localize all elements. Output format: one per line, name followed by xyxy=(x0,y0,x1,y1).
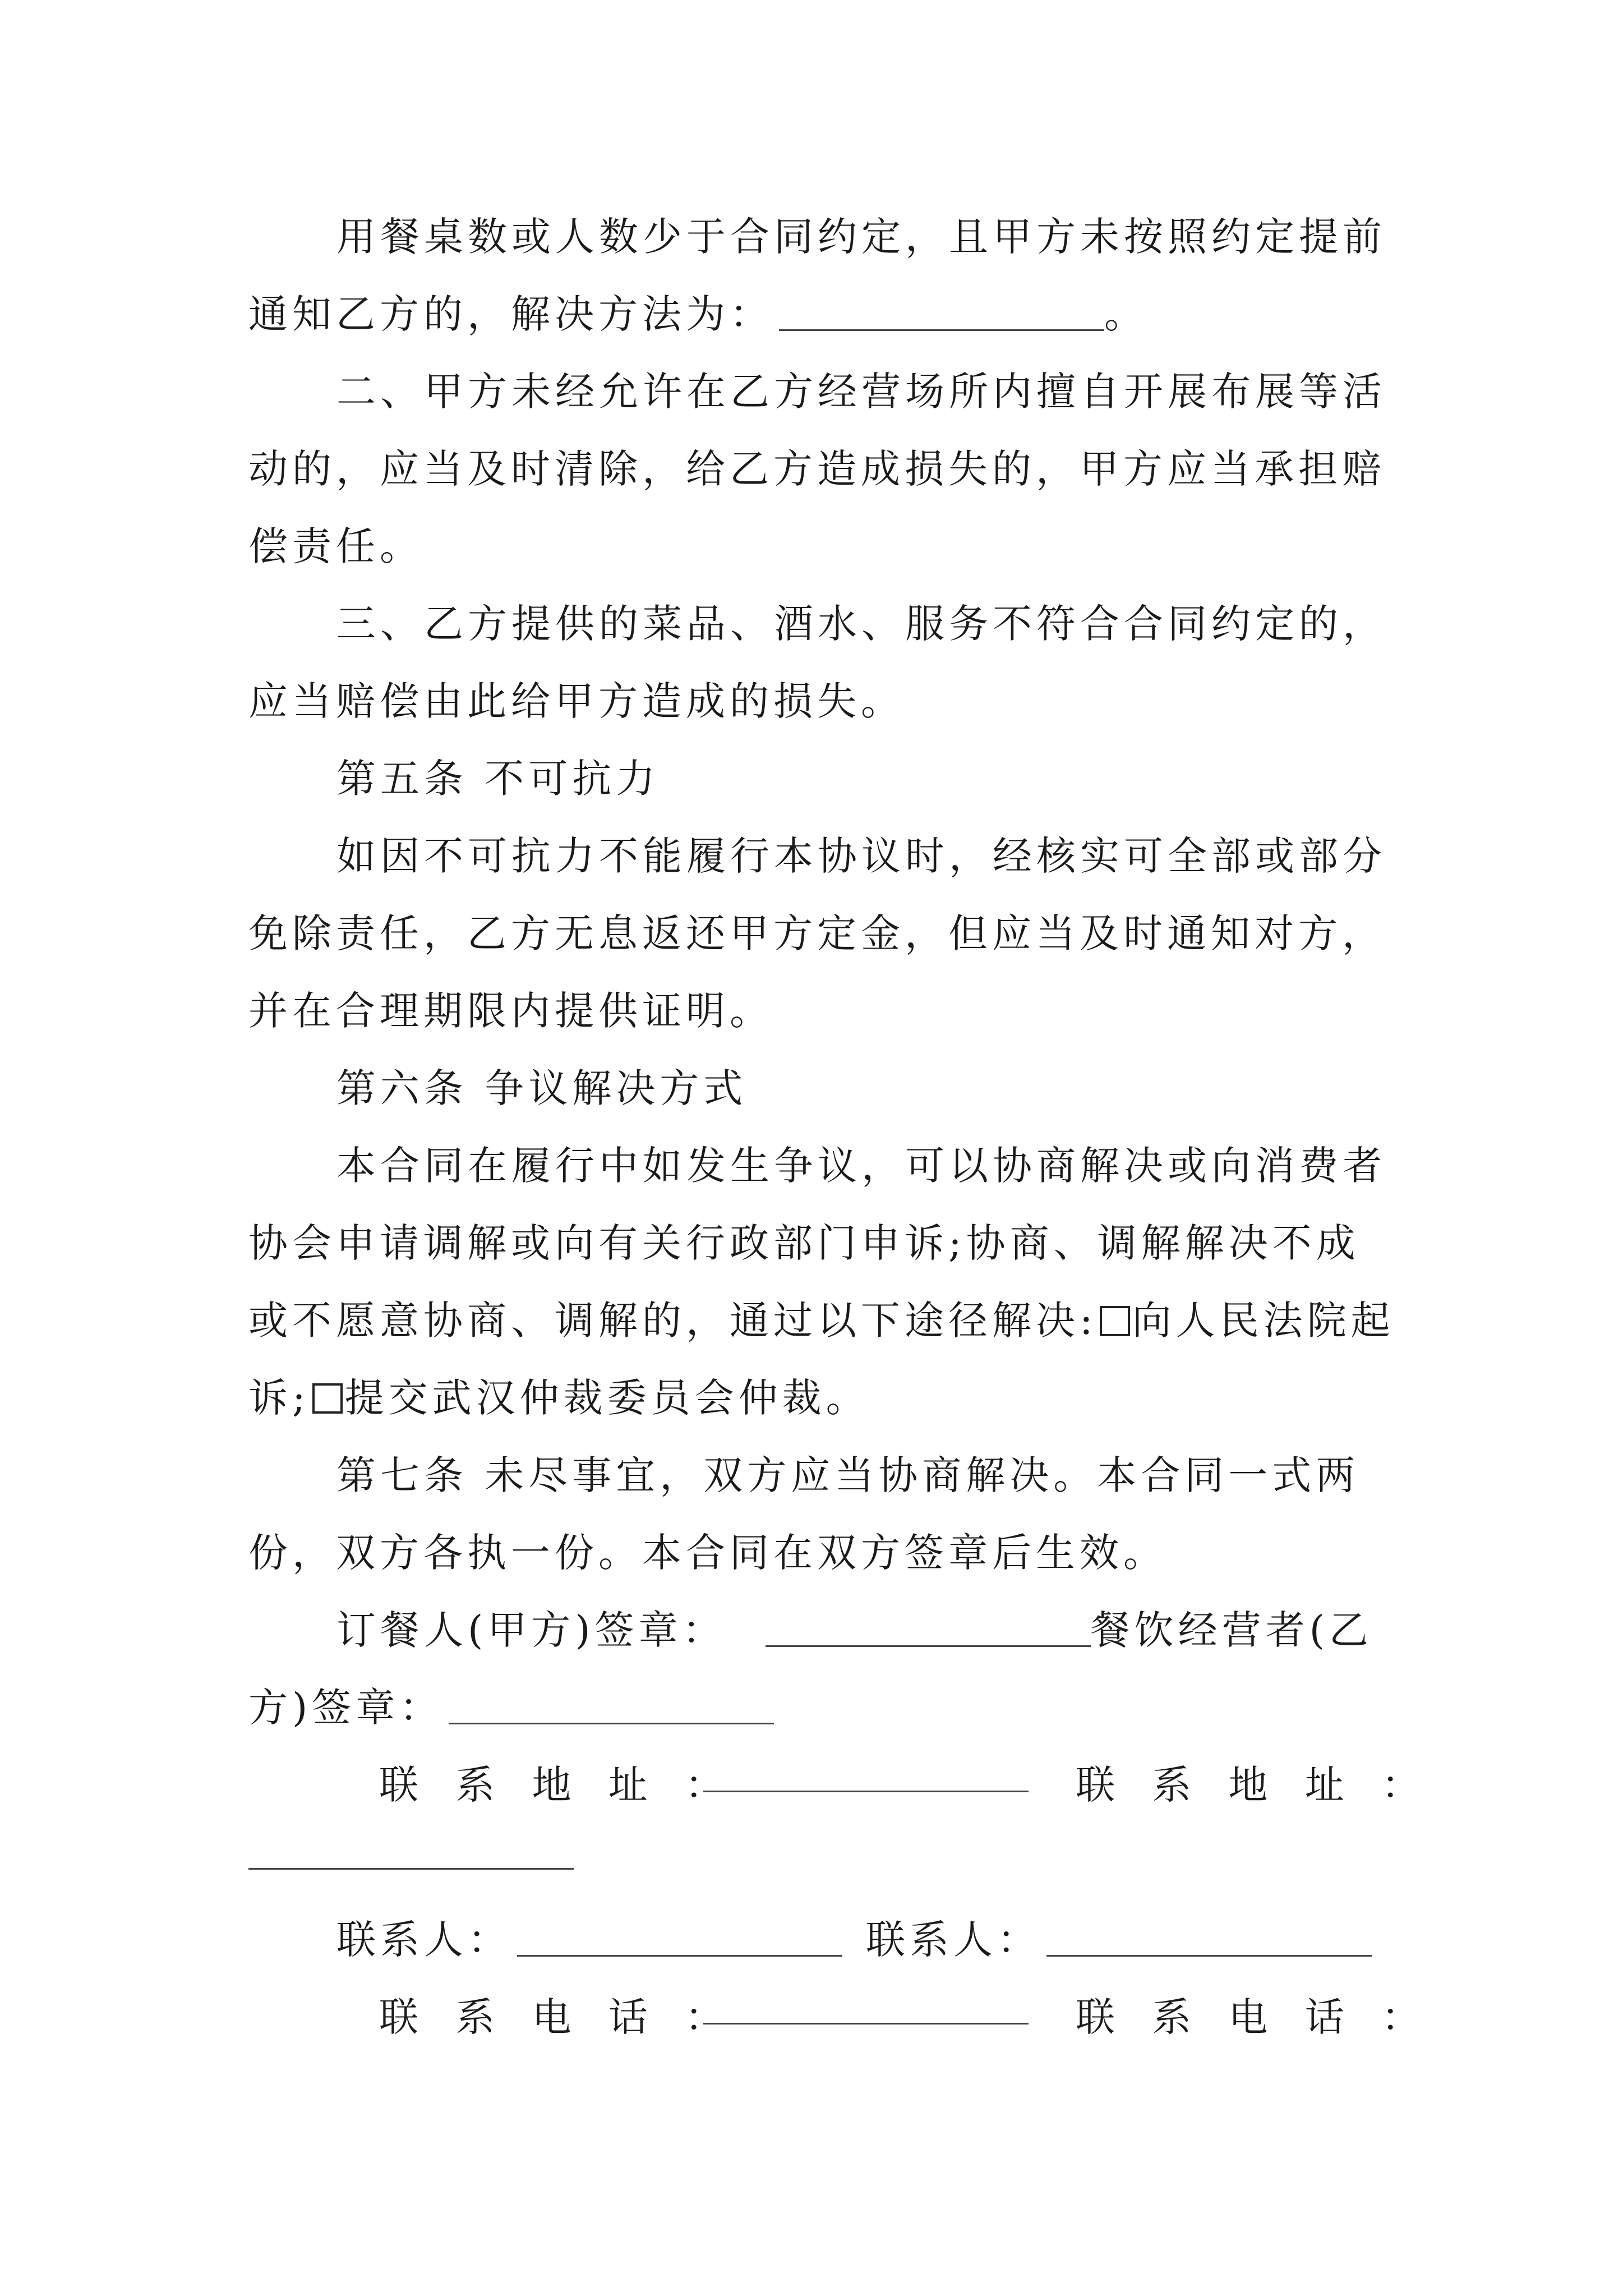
text-line: 如因不可抗力不能履行本协议时，经核实可全部或部分 xyxy=(336,833,1386,879)
text-line: 应当赔偿由此给甲方造成的损失。 xyxy=(248,678,905,724)
contact-line xyxy=(336,1912,1372,1968)
text-segment: 联系人： xyxy=(336,1917,511,1963)
fill-in-blank[interactable] xyxy=(248,1868,574,1870)
text-segment: 方)签章： xyxy=(248,1685,444,1731)
text-line: 免除责任，乙方无息返还甲方定金，但应当及时通知对方， xyxy=(248,910,1386,956)
text-line: 二、甲方未经允许在乙方经营场所内擅自开展布展等活 xyxy=(336,369,1386,415)
text-segment: 联系人： xyxy=(866,1917,1041,1963)
text-segment: 餐饮经营者(乙 xyxy=(1090,1607,1373,1653)
text-line: 第七条 未尽事宜，双方应当协商解决。本合同一式两 xyxy=(336,1452,1360,1498)
text-line: 并在合理期限内提供证明。 xyxy=(248,988,773,1034)
text-line: 动的，应当及时清除，给乙方造成损失的，甲方应当承担赔 xyxy=(248,446,1386,492)
text-line xyxy=(248,286,1148,342)
section-heading: 第五条 不可抗力 xyxy=(336,756,660,802)
fill-in-blank[interactable] xyxy=(449,1688,774,1724)
text-line: 用餐桌数或人数少于合同约定，且甲方未按照约定提前 xyxy=(336,214,1386,260)
text-segment: 。 xyxy=(1104,291,1148,337)
text-line: 三、乙方提供的菜品、酒水、服务不符合合同约定的， xyxy=(336,601,1386,647)
signature-line xyxy=(336,1602,1373,1658)
fill-in-blank[interactable] xyxy=(703,2023,1029,2024)
section-heading: 第六条 争议解决方式 xyxy=(336,1065,748,1111)
fill-in-blank[interactable] xyxy=(517,1920,842,1957)
text-segment: 诉; xyxy=(248,1375,310,1421)
checkbox[interactable] xyxy=(1100,1306,1130,1336)
text-line: 偿责任。 xyxy=(248,523,423,569)
text-segment: 订餐人(甲方)签章： xyxy=(336,1607,726,1653)
fill-in-blank[interactable] xyxy=(779,295,1104,331)
address-label: 联 系 地 址 ： xyxy=(379,1762,737,1808)
text-segment: 通知乙方的，解决方法为： xyxy=(248,291,773,337)
text-line xyxy=(248,1370,870,1426)
text-segment: 提交武汉仲裁委员会仲裁。 xyxy=(344,1375,870,1421)
text-line: 本合同在履行中如发生争议，可以协商解决或向消费者 xyxy=(336,1143,1386,1189)
signature-line xyxy=(248,1680,774,1736)
text-line: 份，双方各执一份。本合同在双方签章后生效。 xyxy=(248,1530,1167,1576)
text-line xyxy=(248,1292,1395,1349)
phone-label: 联 系 电 话 ： xyxy=(379,1994,737,2040)
fill-in-blank[interactable] xyxy=(1046,1920,1372,1957)
fill-in-blank[interactable] xyxy=(703,1791,1029,1792)
phone-label: 联 系 电 话 ： xyxy=(1076,1994,1433,2040)
fill-in-blank[interactable] xyxy=(766,1611,1091,1647)
text-line: 协会申请调解或向有关行政部门申诉;协商、调解解决不成 xyxy=(248,1220,1360,1266)
text-segment: 向人民法院起 xyxy=(1132,1297,1395,1343)
address-label: 联 系 地 址 ： xyxy=(1076,1762,1433,1808)
checkbox[interactable] xyxy=(312,1383,343,1414)
text-segment: 或不愿意协商、调解的，通过以下途径解决: xyxy=(248,1297,1098,1343)
